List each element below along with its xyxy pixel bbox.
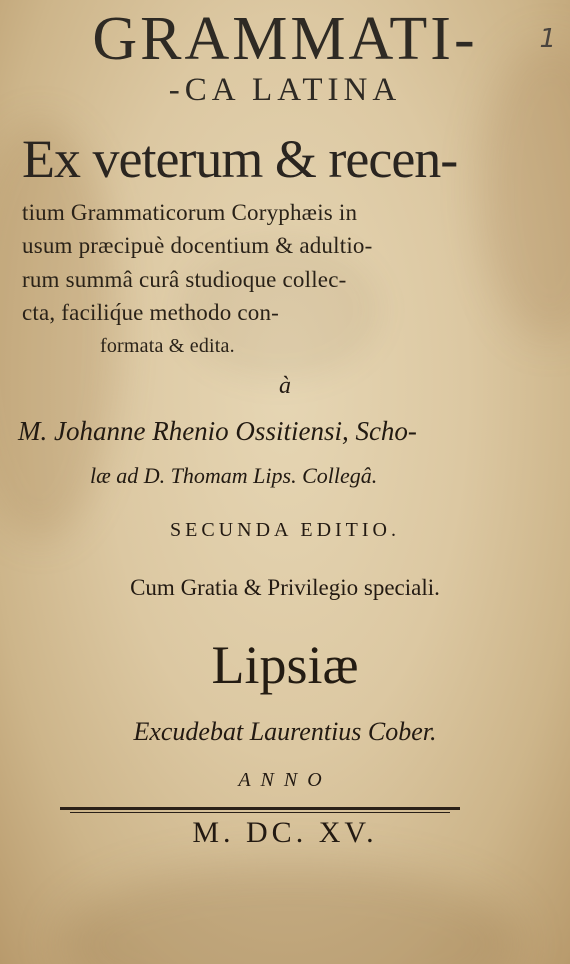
author-line-1: M. Johanne Rhenio Ossitiensi, Scho- <box>18 416 417 446</box>
paper-stain <box>60 864 520 964</box>
pencil-annotation: 1 <box>539 24 556 54</box>
subtitle-line-2: tium Grammaticorum Coryphæis in <box>22 200 358 225</box>
privilege-statement: Cum Gratia & Privilegio speciali. <box>130 575 440 600</box>
author-line-2: læ ad D. Thomam Lips. Collegâ. <box>90 463 378 488</box>
subtitle-line-4: rum summâ curâ studioque collec- <box>22 267 347 292</box>
subtitle-line-1: Ex veterum & recen- <box>22 129 458 189</box>
author-preposition: à <box>279 373 291 399</box>
divider-rule <box>60 807 460 810</box>
subtitle-line-6: formata & edita. <box>100 335 235 357</box>
subtitle-line-5: cta, faciliq́ue methodo con- <box>22 300 280 325</box>
publication-year: M. DC. XV. <box>192 816 378 849</box>
edition-statement: SECUNDA EDITIO. <box>170 519 400 541</box>
subtitle-line-3: usum præcipuè docentium & adultio- <box>22 233 373 258</box>
printer-statement: Excudebat Laurentius Cober. <box>133 717 437 746</box>
title-line-2: -CA LATINA <box>168 72 402 108</box>
title-line-1: GRAMMATI- <box>92 5 478 73</box>
anno-label: ANNO <box>238 769 332 791</box>
divider-rule-thin <box>70 812 450 813</box>
place-of-publication: Lipsiæ <box>211 635 359 695</box>
